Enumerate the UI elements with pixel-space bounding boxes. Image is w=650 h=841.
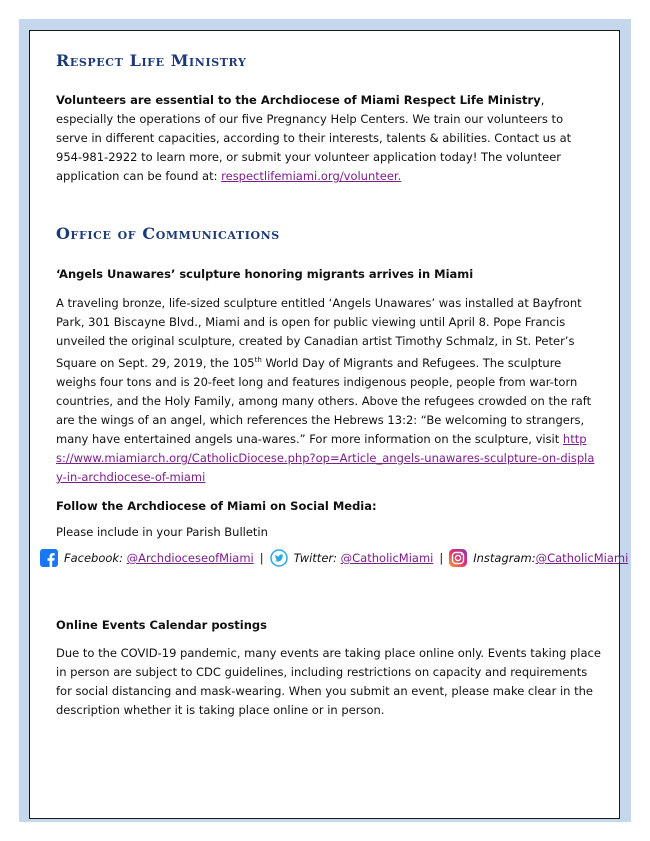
facebook-handle-link[interactable]: @ArchdioceseofMiami [126,551,254,565]
sculpture-link[interactable]: https://www.miamiarch.org/CatholicDiocese.php?op=Article_angels-unawares-sculpture-on-display-in-archdiocese-of-miami [56,431,595,484]
twitter-handle-link[interactable]: @CatholicMiami [340,551,434,565]
respect-life-paragraph [56,91,596,186]
social-note: Please include in your Parish Bulletin [56,525,268,539]
respect-life-lead: Volunteers are essential to the Archdiocese of Miami Respect Life Ministry [56,93,541,107]
article-body-part2: World Day of Migrants and Refugees. The sculpture weighs four tons and is 20-feet long and features indigenous people, people from war-torn countries, and the Holy Family, among many others. Above the refugees crowded on the raft are the wings of an angel, which references the Hebrews 13:2: “Be welcoming to strangers, many have entertained angels una-wares.” For more information on the sculpture, visit [56,355,592,446]
instagram-icon[interactable] [449,549,467,567]
respect-life-heading: Respect Life Ministry [56,51,247,70]
ordinal-suffix: th [254,356,262,364]
twitter-label: Twitter: [293,551,337,565]
respect-life-body: , especially the operations of our five Pregnancy Help Centers. We train our volunteers to serve in different capacities, according to their interests, talents & abilities. Contact us at 954-981-2922 to learn more, or submit your volunteer application today! The volunteer application can be found at: [56,93,572,183]
communications-heading: Office of Communications [56,224,280,243]
article-body-part1: A traveling bronze, life-sized sculpture entitled ‘Angels Unawares’ was installed at Bayfront Park, 301 Biscayne Blvd., Miami and is open for public viewing until April 8. Pope Francis unveiled the original sculpture, created by Canadian artist Timothy Schmalz, in St. Peter’s Square on Sept. 29, 2019, the 105 [56,296,582,370]
twitter-icon[interactable] [270,549,288,567]
separator: | [259,551,264,565]
article-title: ‘Angels Unawares’ sculpture honoring migrants arrives in Miami [56,267,474,281]
article-body [56,294,601,487]
bulletin-page [29,30,629,819]
facebook-label: Facebook: [64,551,123,565]
social-title: Follow the Archdiocese of Miami on Social Media: [56,499,377,513]
separator: | [439,551,444,565]
instagram-label: Instagram: [473,551,536,565]
events-heading: Online Events Calendar postings [56,618,267,632]
instagram-handle-link[interactable]: @CatholicMiami [535,551,629,565]
social-links-row [40,547,628,569]
volunteer-link[interactable]: respectlifemiami.org/volunteer. [221,169,402,183]
facebook-icon[interactable] [40,549,58,567]
events-body: Due to the COVID-19 pandemic, many events are taking place online only. Events taking place in person are subject to CDC guidelines, including restrictions on capacity and requirements for social distancing and mask-wearing. When you submit an event, please make clear in the description whether it is taking place online or in person. [56,646,601,717]
